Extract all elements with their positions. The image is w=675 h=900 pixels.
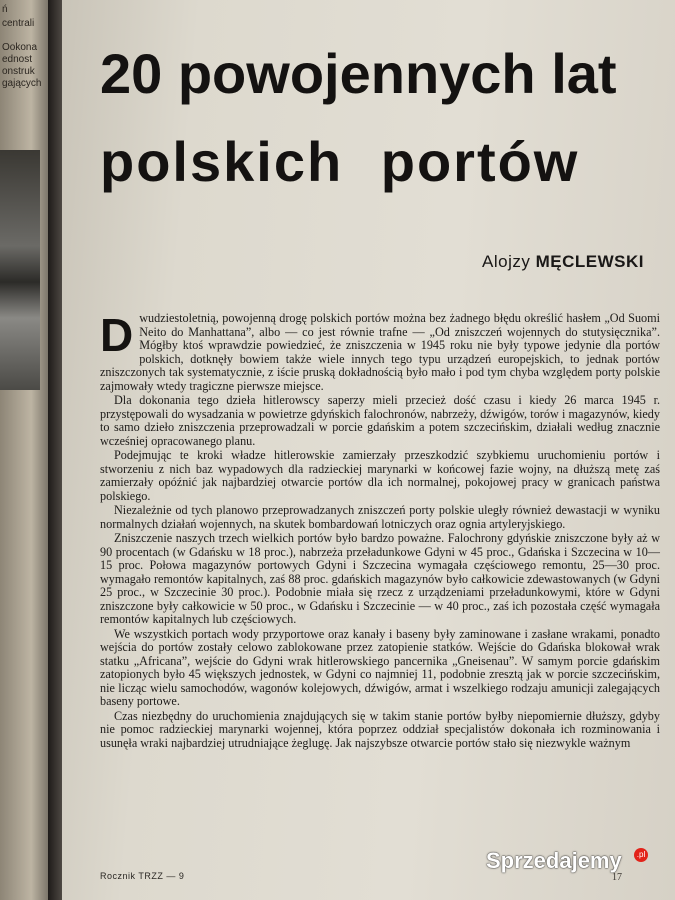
watermark-logo: Sprzedajemy bbox=[486, 848, 622, 873]
title-line-2: polskich portów bbox=[100, 130, 580, 193]
paragraph-text: wudziestoletnią, powojenną drogę polskich portów można bez żadnego błędu określić hasłem „Od Suomi Neito do Manhattana”, albo — co jest równie trafne — „Od zniszczeń wojennych do stutysięcznika”. Mógłby ktoś wprawdzie powiedzieć, że zniszczenia w 1945 roku nie były typowe jedynie dla portów polskich, dotknęły bowiem także wiele innych tego typu urządzeń europejskich, to jednak portów zniszczonych tak systematycznie, z iście pruską dokładnością było mało i pod tym chyba względem porty polskie zajmowały wtedy tragiczne pierwsze miejsce. bbox=[100, 311, 660, 393]
paragraph: Czas niezbędny do uruchomienia znajdujących się w takim stanie portów byłby niepomiernie dłuższy, gdyby nie pomoc radzieckiej marynarki wojennej, która poprzez oddział specjalistów dokonała ich rozminowania i usunęła wraki najbardziej utrudniające żeglugę. Jak najszybsze otwarcie portów stało się niezwykle ważnym bbox=[100, 708, 660, 750]
paragraph: Zniszczenie naszych trzech wielkich portów było bardzo poważne. Falochrony gdyńskie zniszczone były aż w 90 procentach (w Gdańsku w 18 proc.), nabrzeża przeładunkowe Gdyni w 45 proc., Gdańska i Szczecina w 10—15 proc. Połowa magazynów portowych Gdyni i Szczecina wymagała częściowego remontu, 25—30 proc. wymagało remontów kapitalnych, zaś 88 proc. gdańskich magazynów było całkowicie zdewastowanych (w Gdyni 25 proc., w Szczecinie 30 proc.). Podobnie miała się rzecz z urządzeniami przeładunkowymi, które w Gdyni zniszczone były całkowicie w 50 proc., w Gdańsku i Szczecinie — w 40 proc., zaś ich pozostała część wymagała remontów kapitalnych lub częściowych. bbox=[100, 531, 660, 626]
watermark-badge: .pl bbox=[634, 848, 648, 862]
page-number: 17 bbox=[612, 872, 622, 883]
title-line-1: 20 powojennych lat bbox=[100, 42, 617, 105]
page-footer: Rocznik TRZZ — 9 bbox=[100, 871, 185, 881]
left-page-edge bbox=[0, 0, 52, 900]
article-page bbox=[62, 0, 675, 900]
drop-cap: D bbox=[100, 309, 134, 361]
left-page-fragment: ń bbox=[2, 4, 8, 15]
author-byline bbox=[482, 252, 644, 272]
author-last-name: MĘCLEWSKI bbox=[535, 252, 644, 271]
left-page-fragment: gających bbox=[2, 78, 42, 89]
article-body bbox=[100, 309, 660, 751]
paragraph: Podejmując te kroki władze hitlerowskie zamierzały przeszkodzić szybkiemu uruchomieniu portów i stworzeniu z nich baz wypadowych dla radzieckiej marynarki w końcowej fazie wojny, na dłuższą metę zaś zamierzały opóźnić jak najbardziej otwarcie portów dla ich normalnej, pokojowej pracy w granicach państwa polskiego. bbox=[100, 448, 660, 503]
paragraph: Niezależnie od tych planowo przeprowadzanych zniszczeń porty polskie uległy również dewastacji w wyniku normalnych działań wojennych, na skutek bombardowań lotniczych oraz ognia artyleryjskiego. bbox=[100, 503, 660, 531]
article-title bbox=[100, 30, 670, 206]
left-page-fragment: centrali bbox=[2, 18, 35, 29]
left-page-fragment: ednost bbox=[2, 54, 33, 65]
paragraph bbox=[100, 309, 660, 393]
left-page-photo bbox=[0, 150, 40, 390]
author-first-name: Alojzy bbox=[482, 252, 531, 271]
left-page-fragment: onstruk bbox=[2, 66, 35, 77]
paragraph: Dla dokonania tego dzieła hitlerowscy saperzy mieli przecież dość czasu i kiedy 26 marca 1945 r. przystępowali do wysadzania w powietrze gdyńskich falochronów, nabrzeży, dźwigów, torów i magazynów, kiedy to samo dzieło zniszczenia przeprowadzali w porcie gdańskim a potem szczecińskim, działali według znacznie wcześniej opracowanego planu. bbox=[100, 393, 660, 448]
left-page-fragment: Ookona bbox=[2, 42, 38, 53]
paragraph: We wszystkich portach wody przyportowe oraz kanały i baseny były zaminowane i zasłane wrakami, ponadto wejścia do portów zostały celowo zablokowane przez zatopienie statków. Wejście do Gdańska blokował wrak statku „Africana”, wejście do Gdyni wrak hitlerowskiego pancernika „Gneisenau”. W samym porcie gdańskim zatopionych było 45 większych jednostek, w Gdyni co najmniej 11, podobnie zresztą jak w porcie szczecińskim, nie licząc wielu samochodów, wagonów kolejowych, dźwigów, armat i wszelkiego rodzaju amunicji zalegających baseny portowe. bbox=[100, 626, 660, 708]
